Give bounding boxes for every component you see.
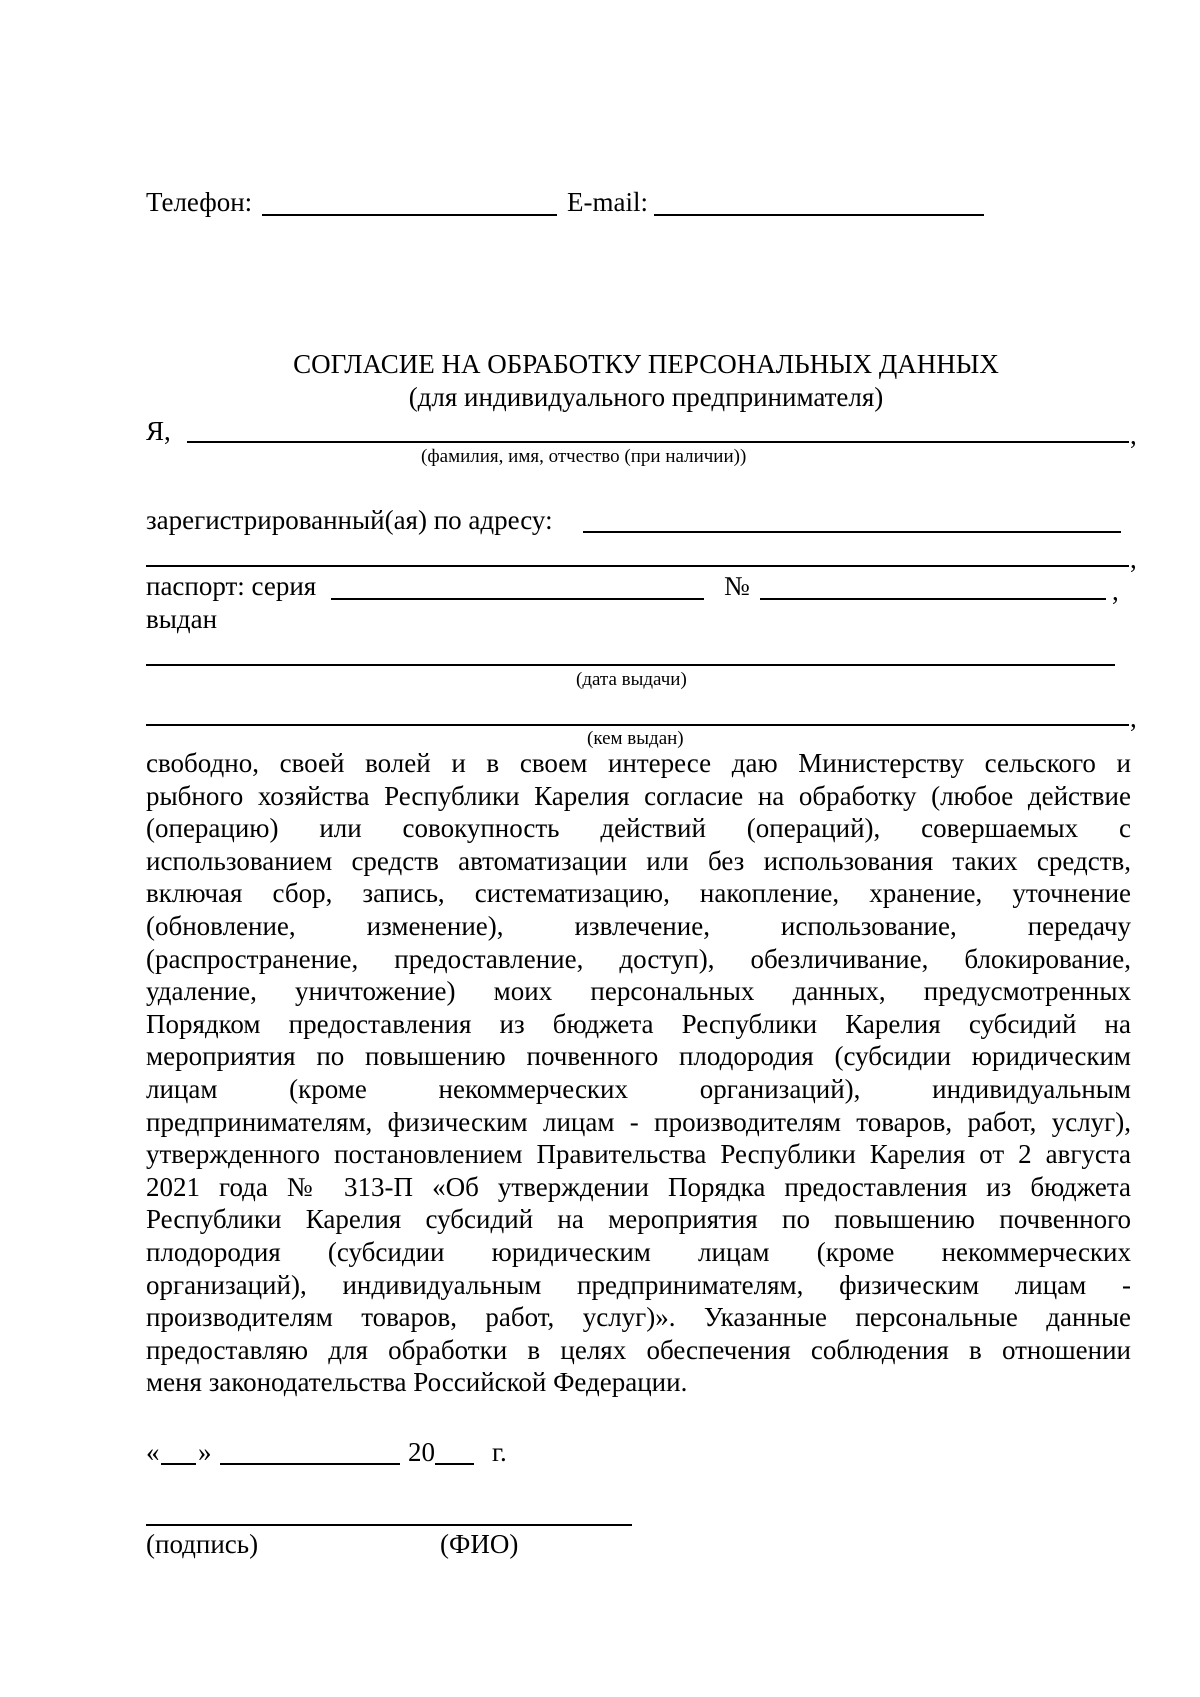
address-label: зарегистрированный(ая) по адресу: (146, 505, 553, 535)
issued-label: выдан (146, 604, 218, 634)
issue-date-hint: (дата выдачи) (576, 669, 687, 690)
body-line: (распространение, предоставление, доступ), обезличивание, блокирование, (146, 943, 1131, 974)
body-line: предпринимателям, физическим лицам - производителям товаров, работ, услуг), (146, 1106, 1131, 1137)
i-label: Я, (146, 416, 171, 446)
fio-comma: , (1130, 420, 1137, 450)
date-year-suffix: г. (492, 1437, 507, 1467)
date-close-quote: » (198, 1437, 212, 1467)
issued-by-field-line[interactable] (146, 724, 1129, 726)
address-field-line-2[interactable] (146, 565, 1129, 567)
document-title: СОГЛАСИЕ НА ОБРАБОТКУ ПЕРСОНАЛЬНЫХ ДАННЫХ (293, 349, 999, 379)
email-field-line[interactable] (654, 214, 984, 216)
passport-series-field-line[interactable] (331, 598, 704, 600)
body-line: удаление, уничтожение) моих персональных данных, предусмотренных (146, 976, 1131, 1007)
body-line: (обновление, изменение), извлечение, использование, передачу (146, 910, 1131, 941)
consent-body-paragraph (146, 747, 1131, 1399)
body-line: Республики Карелия субсидий на мероприятия по повышению почвенного (146, 1204, 1131, 1235)
address-comma: , (1130, 544, 1137, 574)
body-line: Порядком предоставления из бюджета Республики Карелия субсидий на (146, 1008, 1131, 1039)
date-year-field-line[interactable] (435, 1463, 474, 1465)
date-day-field-line[interactable] (161, 1463, 196, 1465)
signature-hint: (подпись) (146, 1529, 259, 1559)
fio-hint: (фамилия, имя, отчество (при наличии)) (421, 446, 747, 467)
body-line: (операцию) или совокупность действий (операций), совершаемых с (146, 813, 1131, 844)
body-line: рыбного хозяйства Республики Карелия согласие на обработку (любое действие (146, 780, 1131, 811)
body-line: лицам (кроме некоммерческих организаций), индивидуальным (146, 1073, 1131, 1104)
passport-number-field-line[interactable] (760, 598, 1106, 600)
body-line: организаций), индивидуальным предпринимателям, физическим лицам - (146, 1269, 1131, 1300)
date-year-prefix: 20 (408, 1437, 435, 1467)
body-line: плодородия (субсидии юридическим лицам (кроме некоммерческих (146, 1236, 1131, 1267)
signature-fio-hint: (ФИО) (440, 1529, 519, 1559)
signature-field-line[interactable] (146, 1524, 632, 1526)
body-line: утвержденного постановлением Правительства Республики Карелия от 2 августа (146, 1139, 1131, 1170)
issued-by-comma: , (1130, 703, 1137, 733)
date-open-quote: « (146, 1437, 160, 1467)
body-line: предоставляю для обработки в целях обеспечения соблюдения в отношении (146, 1334, 1131, 1365)
passport-series-label: паспорт: серия (146, 571, 317, 601)
body-line: 2021 года № 313-П «Об утверждении Порядка предоставления из бюджета (146, 1171, 1131, 1202)
body-line: свободно, своей волей и в своем интересе даю Министерству сельского и (146, 748, 1131, 778)
email-label: E-mail: (567, 187, 648, 217)
passport-number-label: № (724, 571, 750, 601)
phone-label: Телефон: (146, 187, 253, 217)
body-line: мероприятия по повышению почвенного плодородия (субсидии юридическим (146, 1041, 1131, 1072)
body-line: меня законодательства Российской Федерации. (146, 1367, 688, 1398)
date-month-field-line[interactable] (220, 1463, 400, 1465)
fio-field-line[interactable] (187, 441, 1129, 443)
body-line: включая сбор, запись, систематизацию, накопление, хранение, уточнение (146, 878, 1131, 909)
passport-comma: , (1112, 576, 1119, 606)
issue-date-field-line[interactable] (146, 664, 1115, 666)
phone-field-line[interactable] (262, 214, 557, 216)
body-line: производителям товаров, работ, услуг)». Указанные персональные данные (146, 1302, 1131, 1333)
document-subtitle: (для индивидуального предпринимателя) (408, 382, 884, 412)
issued-by-hint: (кем выдан) (587, 728, 684, 749)
address-field-line-1[interactable] (583, 531, 1121, 533)
body-line: использованием средств автоматизации или без использования таких средств, (146, 845, 1131, 876)
